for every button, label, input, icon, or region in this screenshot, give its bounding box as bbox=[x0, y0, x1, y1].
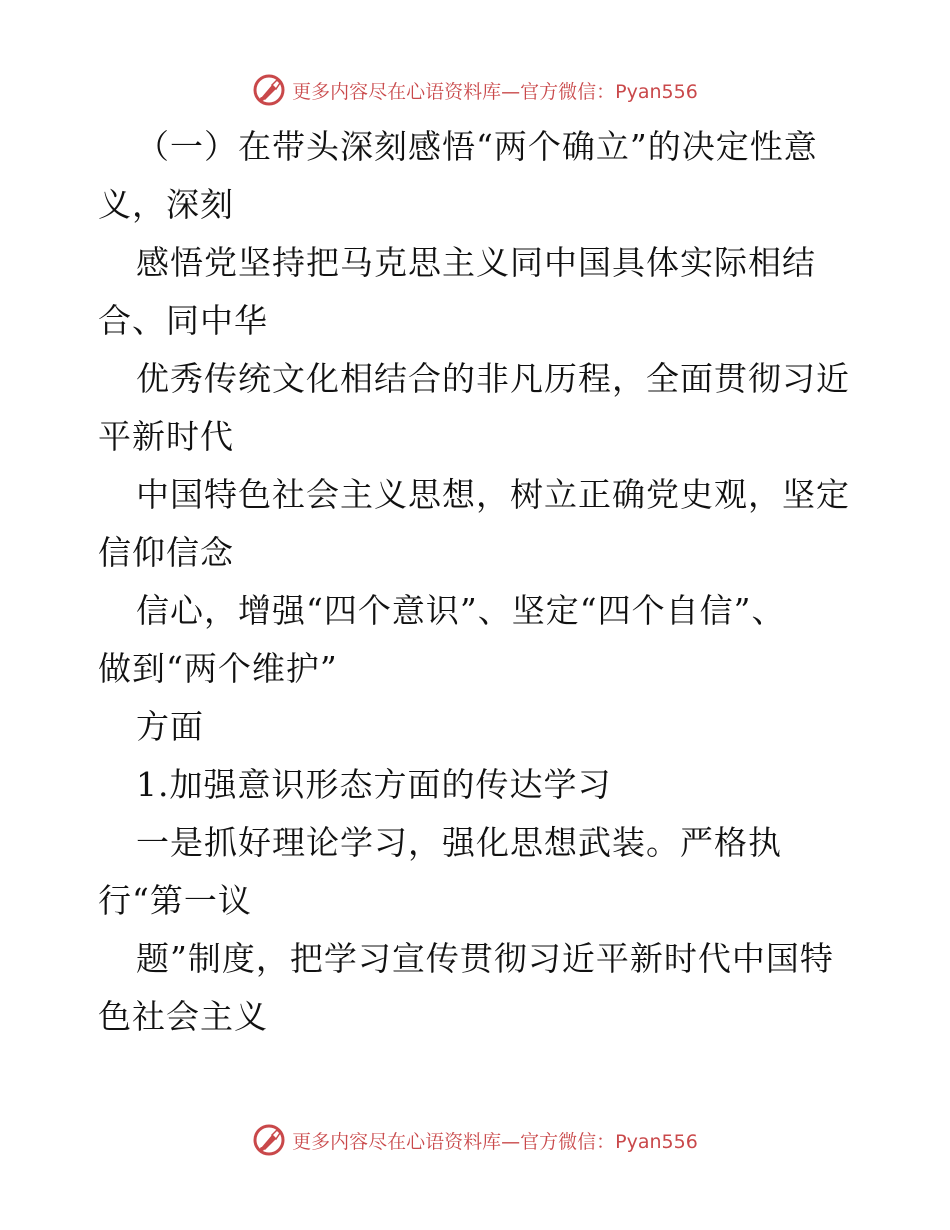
text-line: 合、同中华 bbox=[98, 301, 268, 340]
text-line: 感悟党坚持把马克思主义同中国具体实际相结 bbox=[136, 243, 816, 282]
footer-watermark bbox=[0, 1120, 950, 1160]
watermark-text: 更多内容尽在心语资料库—官方微信：Pyan556 bbox=[292, 1130, 698, 1153]
text-line: 平新时代 bbox=[98, 417, 234, 456]
text-line: 义，深刻 bbox=[98, 185, 234, 224]
header-watermark bbox=[0, 70, 950, 110]
text-line: 信心，增强“四个意识”、坚定“四个自信”、 bbox=[136, 591, 786, 630]
text-line: 中国特色社会主义思想，树立正确党史观，坚定 bbox=[136, 475, 850, 514]
text-line: 做到“两个维护” bbox=[98, 649, 338, 688]
text-line: （一）在带头深刻感悟“两个确立”的决定性意 bbox=[136, 127, 818, 166]
document-body bbox=[98, 118, 858, 1046]
pen-nib-logo-icon bbox=[252, 1123, 286, 1157]
watermark-text: 更多内容尽在心语资料库—官方微信：Pyan556 bbox=[292, 80, 698, 103]
text-line: 一是抓好理论学习，强化思想武装。严格执 bbox=[136, 823, 782, 862]
pen-nib-logo-icon bbox=[252, 73, 286, 107]
text-line: 行“第一议 bbox=[98, 881, 252, 920]
subsection-heading: 1.加强意识形态方面的传达学习 bbox=[136, 765, 612, 804]
section-heading: 方面 bbox=[136, 707, 204, 746]
text-line: 优秀传统文化相结合的非凡历程，全面贯彻习近 bbox=[136, 359, 850, 398]
text-line: 信仰信念 bbox=[98, 533, 234, 572]
text-line: 色社会主义 bbox=[98, 997, 268, 1036]
text-line: 题”制度，把学习宣传贯彻习近平新时代中国特 bbox=[136, 939, 834, 978]
